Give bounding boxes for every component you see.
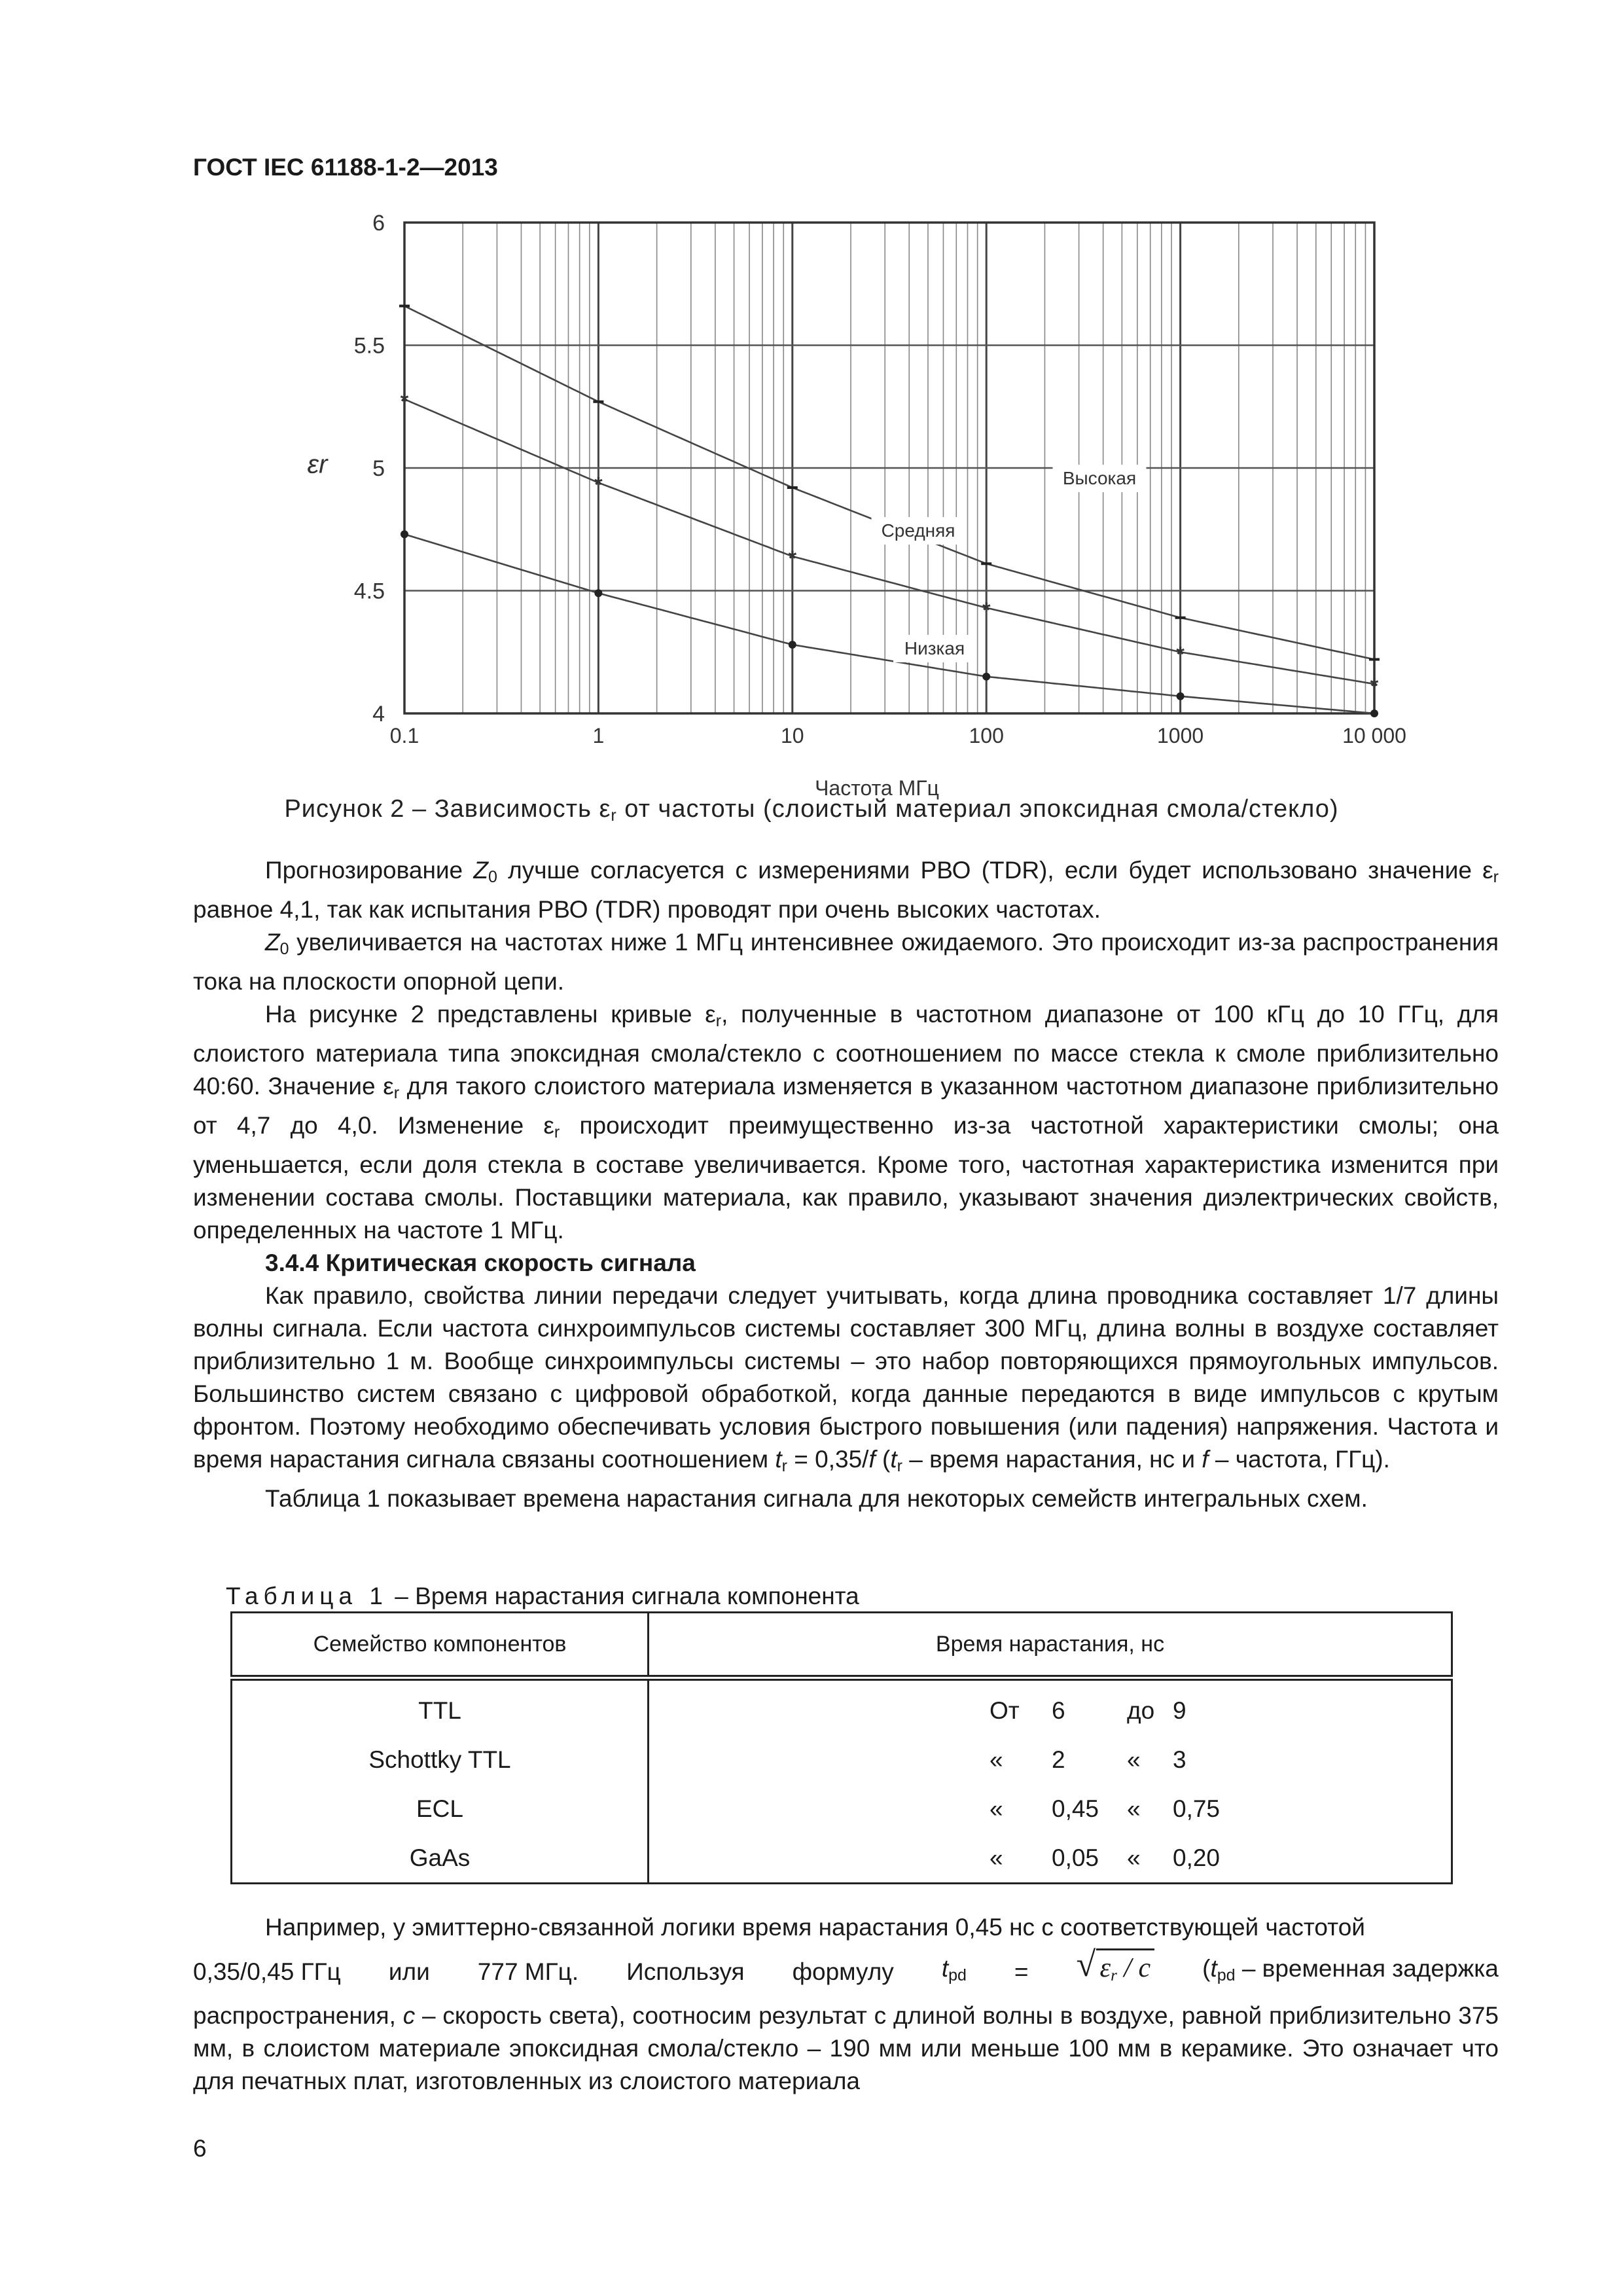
data-point: *: [1176, 642, 1185, 666]
table-header-family: Семейство компонентов: [232, 1613, 649, 1678]
document-header: ГОСТ IEC 61188-1-2—2013: [193, 154, 498, 181]
paragraph-ecl-example-end: распространения, c – скорость света), соотносим результат с длиной волны в воздухе, равной приблизительно 375 мм, в слоистом материале эпоксидная смола/стекло – 190 мм или меньше 100 мм в керамике. Это означает что для печатных плат, изготовленных из слоистого материала: [193, 2002, 1499, 2094]
rise-time-range: « 0,45 « 0,75: [649, 1784, 1452, 1833]
table-row: [232, 1735, 1452, 1784]
table-title: Таблица 1 – Время нарастания сигнала компонента: [226, 1583, 859, 1609]
y-tick-label: 4: [372, 702, 385, 726]
x-tick-label: 0.1: [389, 724, 419, 747]
component-family: GaAs: [232, 1833, 649, 1884]
chart-grid: [404, 223, 1374, 713]
table-row: [232, 1833, 1452, 1884]
x-tick-label: 1000: [1157, 724, 1204, 747]
component-family: Schottky TTL: [232, 1735, 649, 1784]
x-axis-label: Частота МГц: [815, 776, 939, 800]
component-family: TTL: [232, 1678, 649, 1736]
y-tick-label: 5: [372, 456, 385, 481]
paragraph-zo-increase: Z0 увеличивается на частотах ниже 1 МГц интенсивнее ожидаемого. Это происходит из-за распространения тока на плоскости опорной цепи.: [193, 929, 1499, 995]
chart-axis-labels: [308, 211, 1406, 800]
chart-series: [399, 306, 1380, 718]
figure-caption: Рисунок 2 – Зависимость εr от частоты (слоистый материал эпоксидная смола/стекло): [284, 795, 1339, 825]
data-point: [789, 641, 796, 649]
data-point: *: [594, 473, 603, 497]
rise-time-range: От 6 до 9: [649, 1678, 1452, 1736]
body-text-block-2: [193, 1911, 1499, 2098]
page-number: 6: [193, 2135, 207, 2162]
y-tick-label: 5.5: [353, 333, 385, 359]
sqrt-formula: √ εr / c: [1077, 1952, 1155, 1992]
x-tick-label: 10: [781, 724, 804, 747]
y-tick-label: 4.5: [353, 579, 385, 604]
series-line: [404, 534, 1374, 713]
data-point: [1177, 692, 1185, 700]
x-tick-label: 1: [592, 724, 605, 747]
chart-series-labels: [872, 465, 1147, 662]
table-row: [232, 1678, 1452, 1736]
formula-line: 0,35/0,45 ГГц или 777 МГц. Используя формулу tpd = √ εr / c (tpd – временная задержка: [193, 1944, 1499, 2000]
series-label: Низкая: [904, 638, 965, 658]
y-tick-label: 6: [372, 211, 385, 236]
table-row: [232, 1784, 1452, 1833]
paragraph-figure-description: На рисунке 2 представлены кривые εr, полученные в частотном диапазоне от 100 кГц до 10 ГГц, для слоистого материала типа эпоксидная смола/стекло с соотношением по массе стекла к смоле приблизительно 40:60. Значение εr для такого слоистого материала изменяется в указанном частотном диапазоне приблизительно от 4,7 до 4,0. Изменение εr происходит преимущественно из-за частотной характеристики смолы; она уменьшается, если доля стекла в составе увеличивается. Кроме того, частотная характеристика изменится при изменении состава смолы. Поставщики материала, как правило, указывают значения диэлектрических свойств, определенных на частоте 1 МГц.: [193, 1001, 1499, 1244]
series-label: Высокая: [1062, 468, 1137, 488]
paragraph-zo-prediction: Прогнозирование Z0 лучше согласуется с измерениями РВО (TDR), если будет использовано значение εr равное 4,1, так как испытания РВО (TDR) проводят при очень высоких частотах.: [193, 857, 1499, 923]
series-line: [404, 306, 1374, 660]
paragraph-transmission-line: Как правило, свойства линии передачи следует учитывать, когда длина проводника составляет 1/7 длины волны сигнала. Если частота синхроимпульсов системы составляет 300 МГц, длина волны в воздухе составляет приблизительно 1 м. Вообще синхроимпульсы системы – это набор повторяющихся прямоугольных импульсов. Большинство систем связано с цифровой обработкой, когда данные передаются в виде импульсов с крутым фронтом. Поэтому необходимо обеспечивать условия быстрого повышения (или падения) напряжения. Частота и время нарастания сигнала связаны соотношением tr = 0,35/f (tr – время нарастания, нс и f – частота, ГГц).: [193, 1282, 1499, 1475]
rise-time-range: « 0,05 « 0,20: [649, 1833, 1452, 1884]
series-label: Средняя: [881, 520, 955, 541]
rise-time-table: [230, 1611, 1453, 1884]
permittivity-frequency-chart: [288, 196, 1427, 805]
data-point: [401, 530, 408, 538]
data-point: [982, 673, 990, 681]
data-point: [1370, 709, 1378, 717]
data-point: *: [982, 598, 991, 622]
data-point: *: [788, 547, 797, 570]
data-point: [594, 589, 602, 597]
paragraph-table-ref: Таблица 1 показывает времена нарастания сигнала для некоторых семейств интегральных схем.: [265, 1485, 1368, 1512]
x-tick-label: 10 000: [1342, 724, 1406, 747]
section-heading: 3.4.4 Критическая скорость сигнала: [265, 1249, 696, 1276]
data-point: *: [1370, 674, 1379, 698]
paragraph-ecl-example-start: Например, у эмиттерно-связанной логики время нарастания 0,45 нс с соответствующей частотой: [265, 1914, 1365, 1941]
body-text-block-1: [193, 854, 1499, 1515]
table-header-rise-time: Время нарастания, нс: [649, 1613, 1452, 1678]
component-family: ECL: [232, 1784, 649, 1833]
data-point: *: [400, 389, 409, 413]
rise-time-range: « 2 « 3: [649, 1735, 1452, 1784]
y-axis-label: εr: [307, 450, 328, 479]
x-tick-label: 100: [969, 724, 1004, 747]
